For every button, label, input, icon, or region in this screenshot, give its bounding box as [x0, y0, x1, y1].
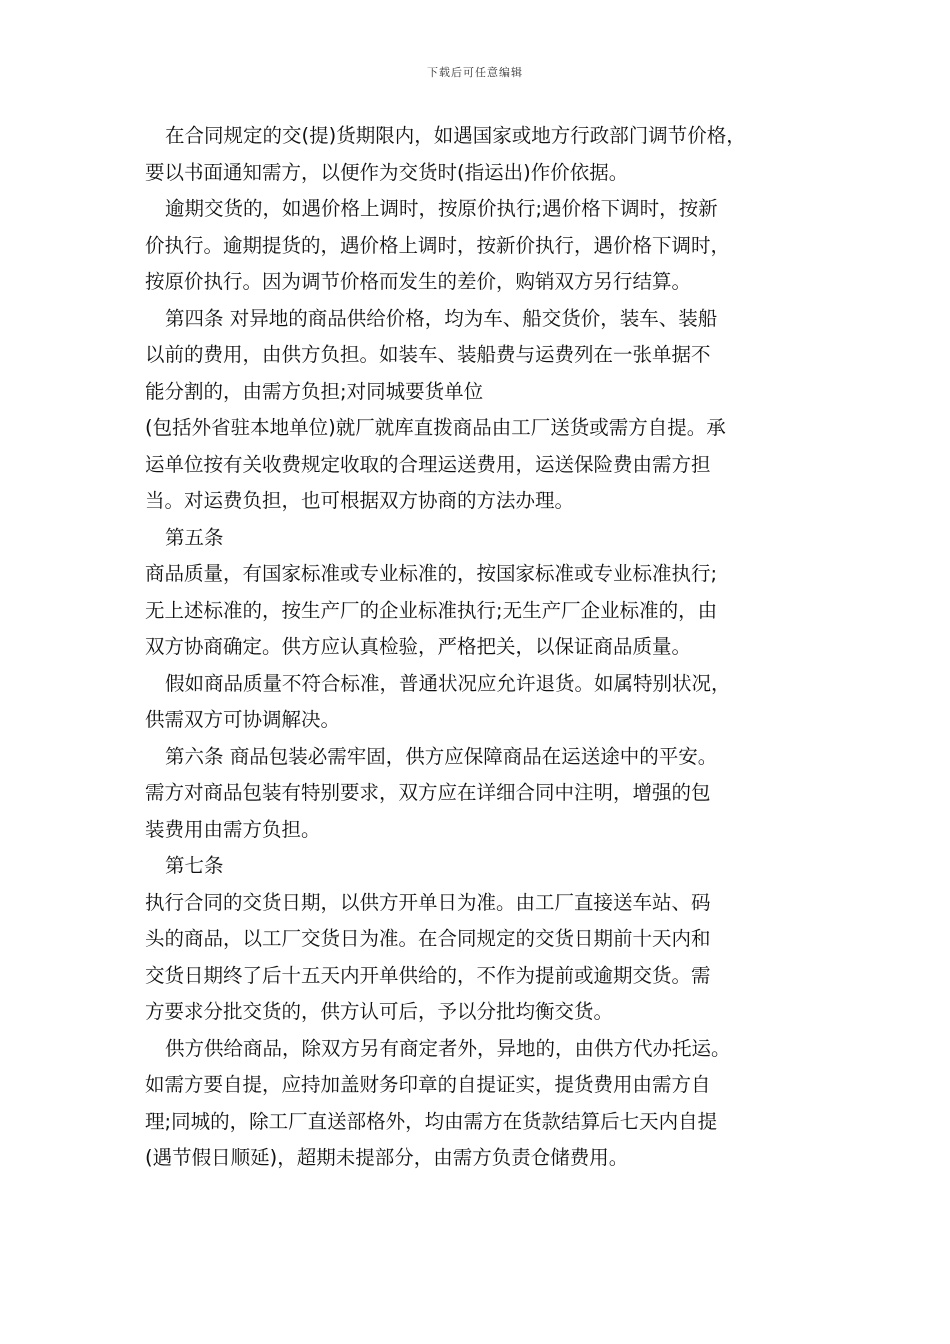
text-line: 在合同规定的交(提)货期限内，如遇国家或地方行政部门调节价格， [165, 124, 746, 147]
text-line: 第五条 [165, 525, 224, 549]
text-line: (包括外省驻本地单位)就厂就库直拨商品由工厂送货或需方自提。承 [145, 416, 726, 439]
page-header-note: 下载后可任意编辑 [427, 66, 523, 79]
text-line: 供方供给商品，除双方另有商定者外，异地的，由供方代办托运。 [165, 1036, 731, 1060]
text-line: 需方对商品包装有特别要求，双方应在详细合同中注明，增强的包 [145, 781, 711, 804]
text-line: 第七条 [165, 854, 224, 877]
text-line: 第六条 商品包装必需牢固，供方应保障商品在运送途中的平安。 [165, 744, 718, 768]
text-line: 方要求分批交货的，供方认可后，予以分批均衡交货。 [145, 1000, 614, 1023]
text-line: 头的商品，以工厂交货日为准。在合同规定的交货日期前十天内和 [145, 927, 711, 950]
text-line: 装费用由需方负担。 [145, 817, 321, 841]
text-line: 无上述标准的，按生产厂的企业标准执行;无生产厂企业标准的，由 [145, 598, 718, 622]
text-line: 供需双方可协调解决。 [145, 708, 341, 731]
text-line: 假如商品质量不符合标准，普通状况应允许退货。如属特别状况， [165, 671, 731, 695]
contract-body-text [145, 118, 815, 1177]
text-line: (遇节假日顺延)，超期未提部分，由需方负责仓储费用。 [145, 1146, 629, 1169]
text-line: 双方协商确定。供方应认真检验，严格把关，以保证商品质量。 [145, 635, 692, 658]
text-line: 运单位按有关收费规定收取的合理运送费用，运送保险费由需方担 [145, 452, 711, 476]
text-line: 以前的费用，由供方负担。如装车、装船费与运费列在一张单据不 [145, 343, 711, 366]
text-line: 执行合同的交货日期，以供方开单日为准。由工厂直接送车站、码 [145, 890, 711, 914]
text-line: 按原价执行。因为调节价格而发生的差价，购销双方另行结算。 [145, 270, 692, 293]
text-line: 第四条 对异地的商品供给价格，均为车、船交货价，装车、装船 [165, 306, 718, 330]
text-line: 交货日期终了后十五天内开单供给的，不作为提前或逾期交货。需 [145, 963, 711, 987]
text-line: 逾期交货的，如遇价格上调时，按原价执行;遇价格下调时，按新 [165, 197, 718, 220]
text-line: 当。对运费负担，也可根据双方协商的方法办理。 [145, 489, 575, 512]
text-line: 理;同城的，除工厂直送部格外，均由需方在货款结算后七天内自提 [145, 1109, 718, 1133]
text-line: 如需方要自提，应持加盖财务印章的自提证实，提货费用由需方自 [145, 1073, 711, 1096]
text-line: 要以书面通知需方，以便作为交货时(指运出)作价依据。 [145, 160, 629, 184]
text-line: 商品质量，有国家标准或专业标准的，按国家标准或专业标准执行; [145, 562, 718, 585]
text-line: 能分割的，由需方负担;对同城要货单位 [145, 379, 484, 403]
text-line: 价执行。逾期提货的，遇价格上调时，按新价执行，遇价格下调时， [145, 233, 731, 257]
